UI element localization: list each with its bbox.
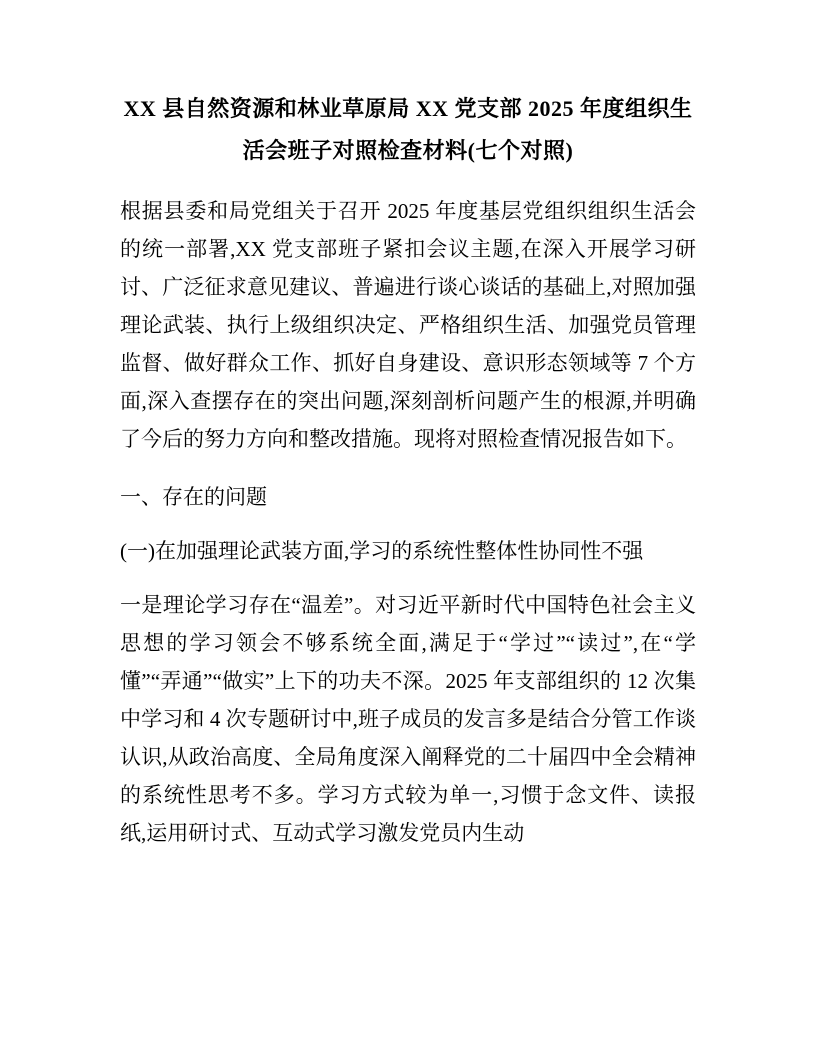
document-body — [120, 192, 696, 852]
document-title: XX 县自然资源和林业草原局 XX 党支部 2025 年度组织生活会班子对照检查材料(七个对照) — [123, 96, 693, 163]
subheading: (一)在加强理论武装方面,学习的系统性整体性协同性不强 — [120, 539, 644, 563]
heading: 一、存在的问题 — [120, 485, 267, 509]
paragraph: 一是理论学习存在“温差”。对习近平新时代中国特色社会主义思想的学习领会不够系统全面,满足于“学过”“读过”,在“学懂”“弄通”“做实”上下的功夫不深。2025 年支部组织的 12 次集中学习和 4 次专题研讨中,班子成员的发言多是结合分管工作谈认识,从政治高度、全局角度深入阐释党的二十届四中全会精神的系统性思考不多。学习方式较为单一,习惯于念文件、读报纸,运用研讨式、互动式学习激发党员内生动 — [120, 593, 696, 845]
paragraph: 根据县委和局党组关于召开 2025 年度基层党组织组织生活会的统一部署,XX 党支部班子紧扣会议主题,在深入开展学习研讨、广泛征求意见建议、普遍进行谈心谈话的基础上,对照加强理论武装、执行上级组织决定、严格组织生活、加强党员管理监督、做好群众工作、抓好自身建设、意识形态领域等 7 个方面,深入查摆存在的突出问题,深刻剖析问题产生的根源,并明确了今后的努力方向和整改措施。现将对照检查情况报告如下。 — [120, 199, 696, 451]
